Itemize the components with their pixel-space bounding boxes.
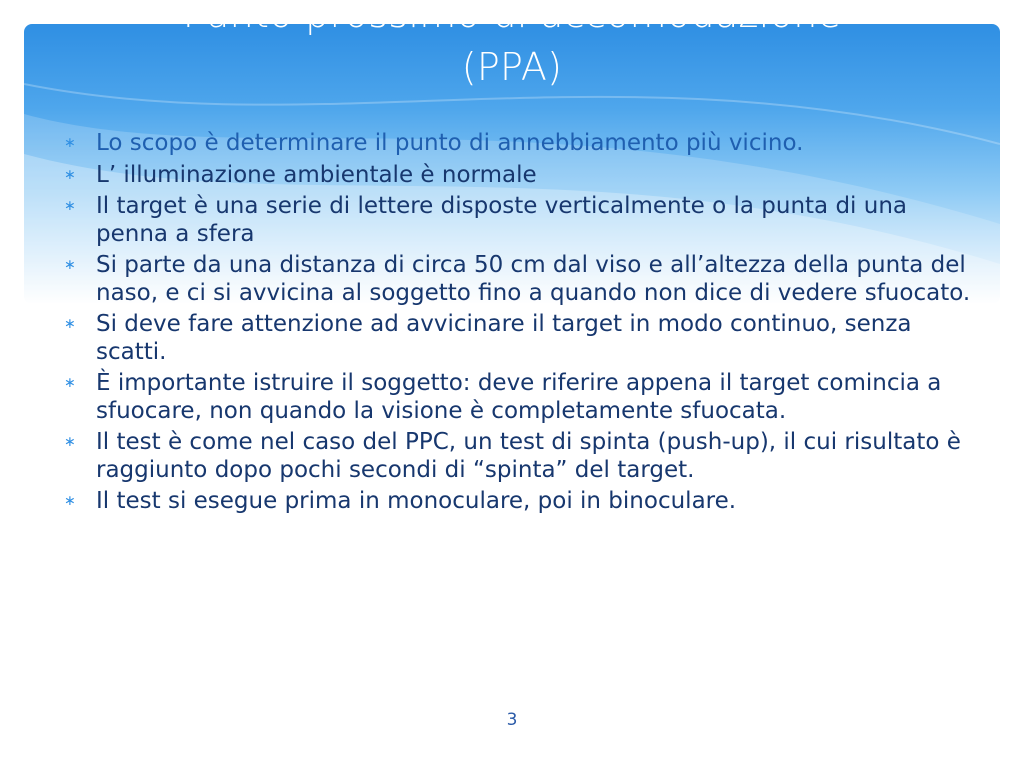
page-number: 3 <box>506 710 518 730</box>
asterisk-bullet-icon: ∗ <box>64 198 76 214</box>
bullet-text: Il test è come nel caso del PPC, un test di spinta (push-up), il cui risultato è raggiunto dopo pochi secondi di “spinta” del target. <box>96 429 961 483</box>
bullet-text: Lo scopo è determinare il punto di annebbiamento più vicino. <box>96 130 804 156</box>
bullet-item <box>64 488 984 516</box>
bullet-item <box>64 370 984 425</box>
bullet-list <box>64 130 984 520</box>
bullet-item <box>64 429 984 484</box>
bullet-text: Il test si esegue prima in monoculare, poi in binoculare. <box>96 488 737 514</box>
bullet-item <box>64 193 984 248</box>
bullet-item <box>64 162 984 190</box>
bullet-text: È importante istruire il soggetto: deve riferire appena il target comincia a sfuocare, non quando la visione è completamente sfuocata. <box>96 370 942 424</box>
asterisk-bullet-icon: ∗ <box>64 316 76 332</box>
asterisk-bullet-icon: ∗ <box>64 434 76 450</box>
slide-title-line-1: Punto prossimo di accomodazione <box>182 0 842 36</box>
slide-title <box>24 0 1000 94</box>
bullet-text: L’ illuminazione ambientale è normale <box>96 161 537 188</box>
bullet-text: Si deve fare attenzione ad avvicinare il target in modo continuo, senza scatti. <box>96 311 912 365</box>
slide-title-line-2: (PPA) <box>461 45 563 89</box>
asterisk-bullet-icon: ∗ <box>64 166 76 183</box>
asterisk-bullet-icon: ∗ <box>64 375 76 391</box>
bullet-text: Si parte da una distanza di circa 50 cm dal viso e all’altezza della punta del naso, e ci si avvicina al soggetto fino a quando non dice di vedere sfuocato. <box>96 252 971 306</box>
bullet-item <box>64 252 984 307</box>
bullet-item <box>64 130 984 158</box>
asterisk-bullet-icon: ∗ <box>64 135 76 151</box>
bullet-item <box>64 311 984 366</box>
bullet-text: Il target è una serie di lettere disposte verticalmente o la punta di una penna a sfera <box>96 193 908 247</box>
asterisk-bullet-icon: ∗ <box>64 257 76 273</box>
asterisk-bullet-icon: ∗ <box>64 493 76 509</box>
